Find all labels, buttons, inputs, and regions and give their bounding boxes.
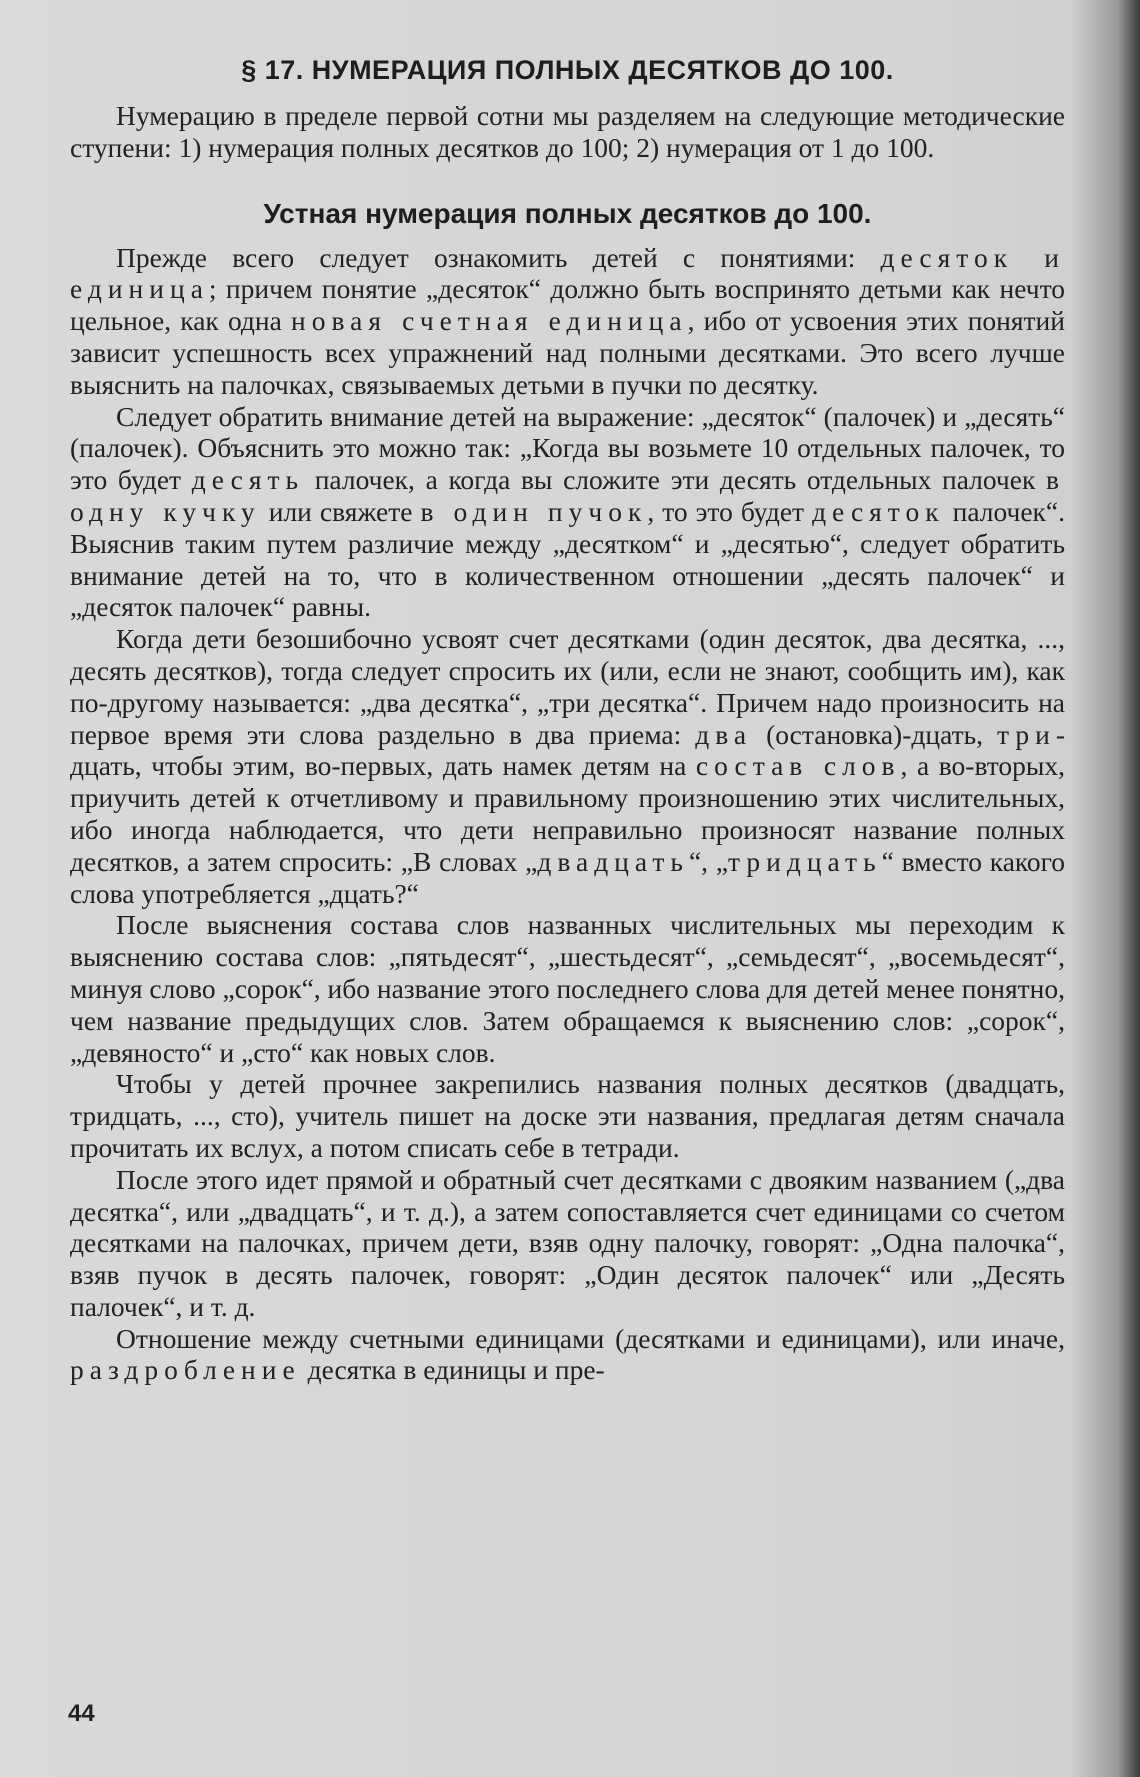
text-span: Когда дети безошибочно усвоят счет десятками (один десяток, два десятка, ..., десять десятков), тогда следует спросить их (или, если не знают, сообщить им), как по-другому называется: „два десятка“, „три десятка“. Причем надо произносить на первое время эти слова раздельно в два приема: [70, 623, 1065, 750]
text-span: Следует обратить внимание детей на выражение: „десяток“ (палочек) и „десять“ (палочек). Объяснить это можно так: „Когда вы возьмете 10 отдельных палочек, то это будет [70, 400, 1065, 496]
spaced-term: состав слов [695, 750, 901, 782]
spaced-term: два [695, 718, 753, 750]
subsection-heading: Устная нумерация полных десятков до 100. [263, 197, 872, 229]
text-span: -дцать, чтобы этим, во-первых, дать намек детям на [70, 718, 1065, 782]
text-span: , ибо от усвоения этих понятий зависит успешность всех упражнений над полными десятками. Это всего лучше выяснить на палочках, связываемых детьми в пучки по десятку. [70, 305, 1065, 400]
text-span: , а во-вторых, приучить детей к отчетливому и правильному произношению этих числительных, ибо иногда наблюдается, что дети неправильно произносят название полных десятков, а затем спросить: „В словах „ [70, 750, 1066, 877]
paragraph-5: Чтобы у детей прочнее закрепились названия полных десятков (двадцать, тридцать, ..., сто), учитель пишет на доске эти названия, предлагая детям сначала прочитать их вслух, а потом списать себе в тетради. [70, 1068, 1065, 1163]
spaced-term: двадцать [537, 845, 689, 877]
spaced-term: десять [191, 464, 305, 496]
text-span: Отношение между счетными единицами (десятками и единицами), или иначе, [116, 1322, 1065, 1354]
text-span: ; причем понятие „десяток“ должно быть воспринято детьми как нечто цельное, как одна [70, 273, 1065, 337]
spaced-term: десяток [812, 495, 945, 527]
spaced-term: десяток и единица [70, 241, 1065, 305]
paragraph-7 [70, 1323, 1065, 1387]
spaced-term: тридцать [728, 845, 882, 877]
spaced-term: в один пучок [420, 495, 648, 527]
text-span: палочек“. Выяснив таким путем различие между „десятком“ и „десятью“, следует обратить внимание детей на то, что в количественном отношении „десять палочек“ и „десяток палочек“ равны. [70, 495, 1066, 623]
text-span: , то это будет [647, 495, 813, 527]
spaced-term: в одну кучку [70, 464, 1065, 527]
paragraph-3 [70, 623, 1065, 909]
intro-paragraph: Нумерацию в пределе первой сотни мы разделяем на следующие методические ступени: 1) нумерация полных десятков до 100; 2) нумерация от 1 до 100. [70, 100, 1065, 163]
spaced-term: три [997, 718, 1056, 750]
text-span: Прежде всего следует ознакомить детей с понятиями: [116, 241, 881, 273]
paragraph-1 [70, 242, 1065, 401]
section-heading: § 17. НУМЕРАЦИЯ ПОЛНЫХ ДЕСЯТКОВ ДО 100. [241, 55, 894, 85]
paragraph-6: После этого идет прямой и обратный счет десятками с двояким названием („два десятка“, или „двадцать“, и т. д.), а затем сопоставляется счет единицами со счетом десятками на палочках, причем дети, взяв одну палочку, говорят: „Одна палочка“, взяв пучок в десять палочек, говорят: „Один десяток палочек“ или „Десять палочек“, и т. д. [70, 1163, 1065, 1322]
paragraph-2 [70, 401, 1065, 624]
page-number: 44 [68, 1700, 95, 1727]
text-span: “, „ [688, 845, 729, 877]
spaced-term: новая счетная единица [291, 305, 688, 337]
spaced-term: раздробление [70, 1354, 301, 1386]
text-span: (остановка)-дцать, [752, 718, 997, 750]
text-span: палочек, а когда вы сложите эти десять отдельных палочек [304, 464, 1046, 496]
page-content [70, 55, 1065, 1386]
paragraph-4: После выяснения состава слов названных числительных мы переходим к выяснению состава слов: „пятьдесят“, „шестьдесят“, „семьдесят“, „восемьдесят“, минуя слово „сорок“, ибо название этого последнего слова для детей менее понятно, чем название предыдущих слов. Затем обращаемся к выяснению слов: „сорок“, „девяносто“ и „сто“ как новых слов. [70, 909, 1065, 1068]
text-span: или свяжете [260, 495, 421, 527]
text-span: “ вместо какого слова употребляется „дцать?“ [70, 845, 1065, 909]
text-span: десятка в единицы и пре- [300, 1354, 605, 1386]
